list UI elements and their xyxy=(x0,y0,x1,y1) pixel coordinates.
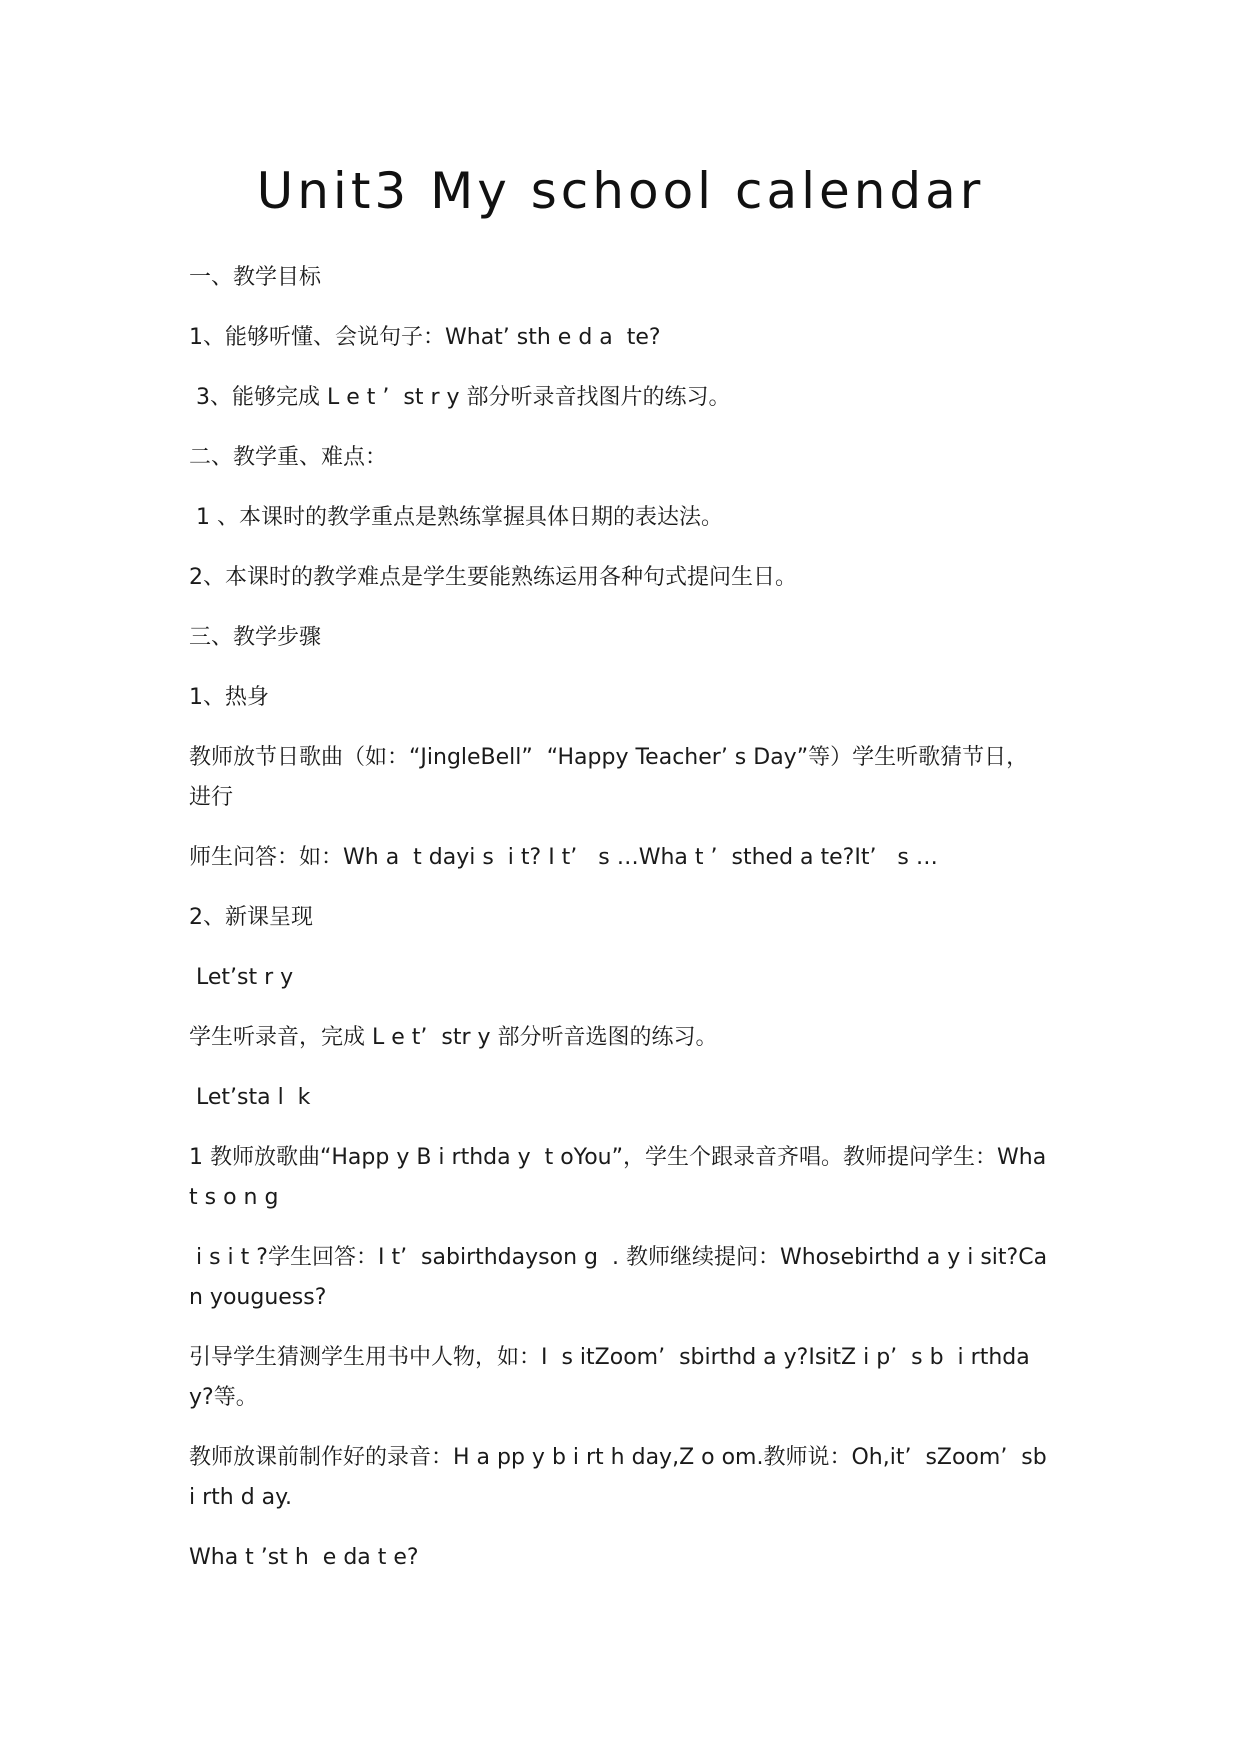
step-warmup-dialogue: 师生问答：如：Wh a t dayi s i t? I t’ s …Wha t ’ sthed a te?It’ s … xyxy=(189,845,938,870)
lets-try-heading: Let’st r y xyxy=(189,965,294,990)
key-point-2: 2、本课时的教学难点是学生要能熟练运用各种句式提问生日。 xyxy=(189,565,797,590)
step-presentation-heading: 2、新课呈现 xyxy=(189,905,313,930)
document-title: Unit3 My school calendar xyxy=(256,162,985,220)
lets-talk-text-4: 教师放课前制作好的录音：H a pp y b i rt h day,Z o om.教师说：Oh,it’ sZoom’ sb i rth d ay. xyxy=(189,1445,1054,1510)
step-warmup-heading: 1、热身 xyxy=(189,685,269,710)
section-heading-steps: 三、教学步骤 xyxy=(189,625,322,650)
lets-try-text: 学生听录音，完成 L e t’ str y 部分听音选图的练习。 xyxy=(189,1025,718,1050)
step-warmup-text: 教师放节日歌曲（如：“JingleBell” “Happy Teacher’ s Day”等）学生听歌猜节日，进行 xyxy=(189,745,1029,810)
document-body xyxy=(189,258,1054,1598)
objective-1: 1、能够听懂、会说句子：What’ sth e d a te? xyxy=(189,325,661,350)
lets-talk-text-1: 1 教师放歌曲“Happ y B i rthda y t oYou”，学生个跟录音齐唱。教师提问学生：What s o n g xyxy=(189,1145,1047,1210)
section-heading-objectives: 一、教学目标 xyxy=(189,265,322,290)
section-heading-key-points: 二、教学重、难点： xyxy=(189,445,388,470)
objective-3: 3、能够完成 L e t ’ st r y 部分听录音找图片的练习。 xyxy=(189,385,731,410)
lets-talk-text-5: Wha t ’st h e da t e? xyxy=(189,1545,419,1570)
lets-talk-heading: Let’sta l k xyxy=(189,1085,311,1110)
lets-talk-text-3: 引导学生猜测学生用书中人物，如：I s itZoom’ sbirthd a y?IsitZ i p’ s b i rthday?等。 xyxy=(189,1345,1030,1410)
lets-talk-text-2: i s i t ?学生回答：I t’ sabirthdayson g . 教师继续提问：Whosebirthd a y i sit?Can youguess? xyxy=(189,1245,1048,1310)
key-point-1: 1 、本课时的教学重点是熟练掌握具体日期的表达法。 xyxy=(189,505,723,530)
